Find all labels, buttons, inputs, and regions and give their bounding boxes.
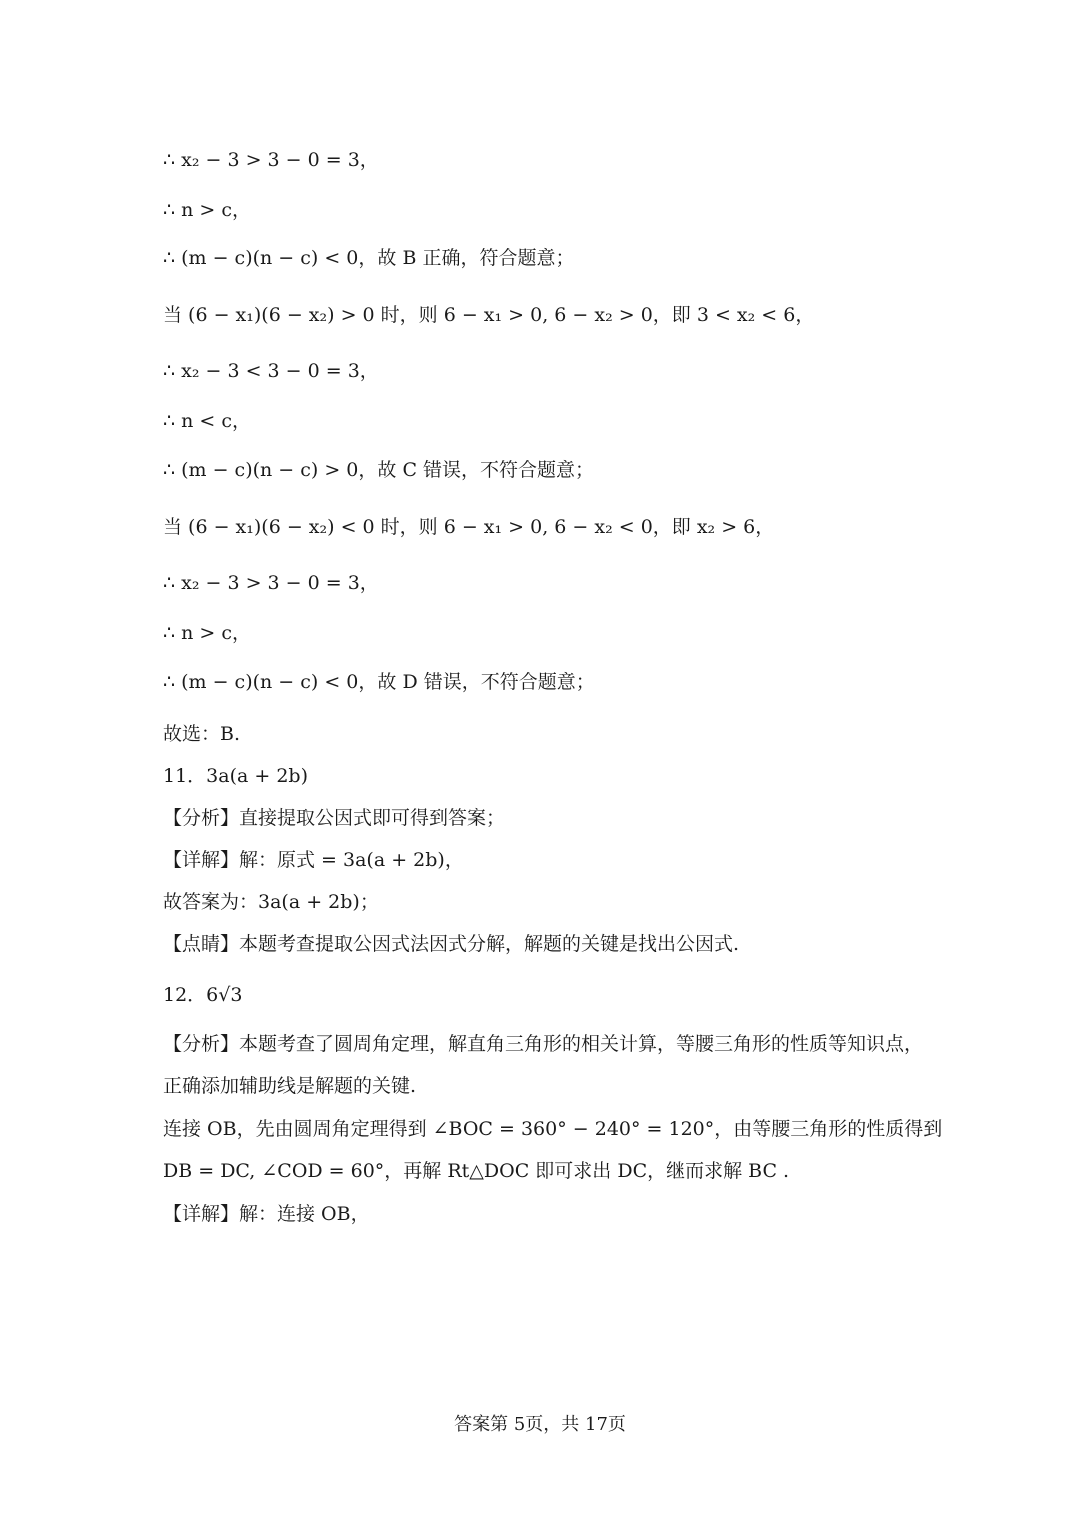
text-line-6: ∴ n < c，	[163, 410, 252, 432]
text-line-5: ∴ x₂ − 3 < 3 − 0 = 3，	[163, 360, 379, 382]
question-12-answer: 12．6√3	[163, 984, 243, 1006]
text-line-2: ∴ n > c，	[163, 199, 252, 221]
text-line-1: ∴ x₂ − 3 > 3 − 0 = 3，	[163, 149, 379, 171]
text-line-8: 当 (6 − x₁)(6 − x₂) < 0 时，则 6 − x₁ > 0, 6 − x₂ < 0，即 x₂ > 6，	[163, 516, 775, 538]
q12-solution: 【详解】解：连接 OB，	[163, 1203, 370, 1225]
text-line-3: ∴ (m − c)(n − c) < 0，故 B 正确，符合题意；	[163, 247, 575, 269]
q12-analysis-line-2: 正确添加辅助线是解题的关键.	[163, 1075, 417, 1097]
text-line-10: ∴ n > c，	[163, 622, 252, 644]
question-11-answer: 11．3a(a + 2b)	[163, 765, 308, 787]
q11-final-answer: 故答案为：3a(a + 2b)；	[163, 891, 379, 913]
q12-analysis-line-3: 连接 OB，先由圆周角定理得到 ∠BOC = 360° − 240° = 120°，由等腰三角形的性质得到	[163, 1118, 943, 1140]
q11-comment: 【点睛】本题考查提取公因式法因式分解，解题的关键是找出公因式.	[163, 933, 740, 955]
answer-choice: 故选：B.	[163, 723, 241, 745]
q12-analysis-line-1: 【分析】本题考查了圆周角定理，解直角三角形的相关计算，等腰三角形的性质等知识点，	[163, 1033, 924, 1055]
text-line-9: ∴ x₂ − 3 > 3 − 0 = 3，	[163, 572, 379, 594]
text-line-11: ∴ (m − c)(n − c) < 0，故 D 错误，不符合题意；	[163, 671, 595, 693]
text-line-7: ∴ (m − c)(n − c) > 0，故 C 错误，不符合题意；	[163, 459, 595, 481]
q12-analysis-line-4: DB = DC, ∠COD = 60°，再解 Rt△DOC 即可求出 DC，继而求解 BC .	[163, 1160, 790, 1182]
q11-analysis: 【分析】直接提取公因式即可得到答案；	[163, 807, 506, 829]
page-footer: 答案第 5页，共 17页	[454, 1414, 626, 1435]
q11-solution: 【详解】解：原式 = 3a(a + 2b)，	[163, 849, 464, 871]
text-line-4: 当 (6 − x₁)(6 − x₂) > 0 时，则 6 − x₁ > 0, 6 − x₂ > 0，即 3 < x₂ < 6，	[163, 304, 815, 326]
